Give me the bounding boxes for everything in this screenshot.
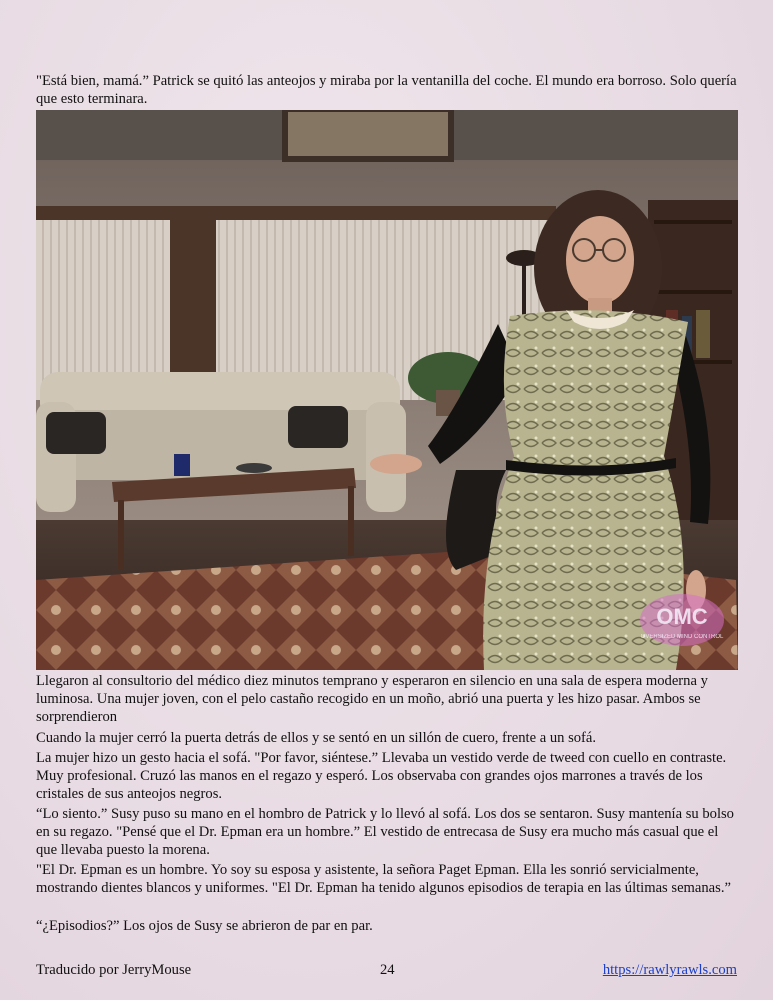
omc-watermark-logo	[640, 594, 724, 646]
illustration-scene	[36, 110, 738, 670]
story-illustration	[36, 110, 738, 670]
paragraph-6: “¿Episodios?” Los ojos de Susy se abrieron de par en par.	[36, 918, 373, 934]
paragraph-2: Cuando la mujer cerró la puerta detrás de ellos y se sentó en un sillón de cuero, frente a un sofá.	[36, 730, 597, 746]
footer-credit: Traducido por JerryMouse	[36, 962, 192, 978]
paragraph-3: La mujer hizo un gesto hacia el sofá. "Por favor, siéntese.” Llevaba un vestido verde de tweed con cuello en contraste. Muy profesional. Cruzó las manos en el regazo y esperó. Los observaba con grandes ojos marrones a través de los cristales de sus anteojos negros.	[36, 750, 727, 802]
paragraph-intro: "Está bien, mamá.” Patrick se quitó las anteojos y miraba por la ventanilla del coche. El mundo era borroso. Solo quería que esto terminara.	[36, 73, 737, 107]
paragraph-5: "El Dr. Epman es un hombre. Yo soy su esposa y asistente, la señora Paget Epman. Ella les sonrió servicialmente, mostrando dientes blancos y uniformes. "El Dr. Epman ha tenido algunos episodios de terapia en las últimas semanas.”	[36, 862, 731, 896]
paragraph-1: Llegaron al consultorio del médico diez minutos temprano y esperaron en silencio en una sala de espera moderna y luminosa. Una mujer joven, con el pelo castaño recogido en un moño, abrió una puerta y les hizo pasar. Ambos se sorprendieron	[36, 673, 708, 725]
svg-text:OMC: OMC	[656, 604, 708, 629]
svg-text:OVERSIZED MIND CONTROL: OVERSIZED MIND CONTROL	[640, 634, 724, 640]
footer-link[interactable]: https://rawlyrawls.com	[602, 962, 737, 978]
page-number: 24	[380, 962, 395, 978]
paragraph-4: “Lo siento.” Susy puso su mano en el hombro de Patrick y lo llevó al sofá. Los dos se sentaron. Susy mantenía su bolso en su regazo. "Pensé que el Dr. Epman era un hombre.” El vestido de entrecasa de Susy era mucho más casual que el que llevaba puesto la morena.	[36, 806, 734, 858]
